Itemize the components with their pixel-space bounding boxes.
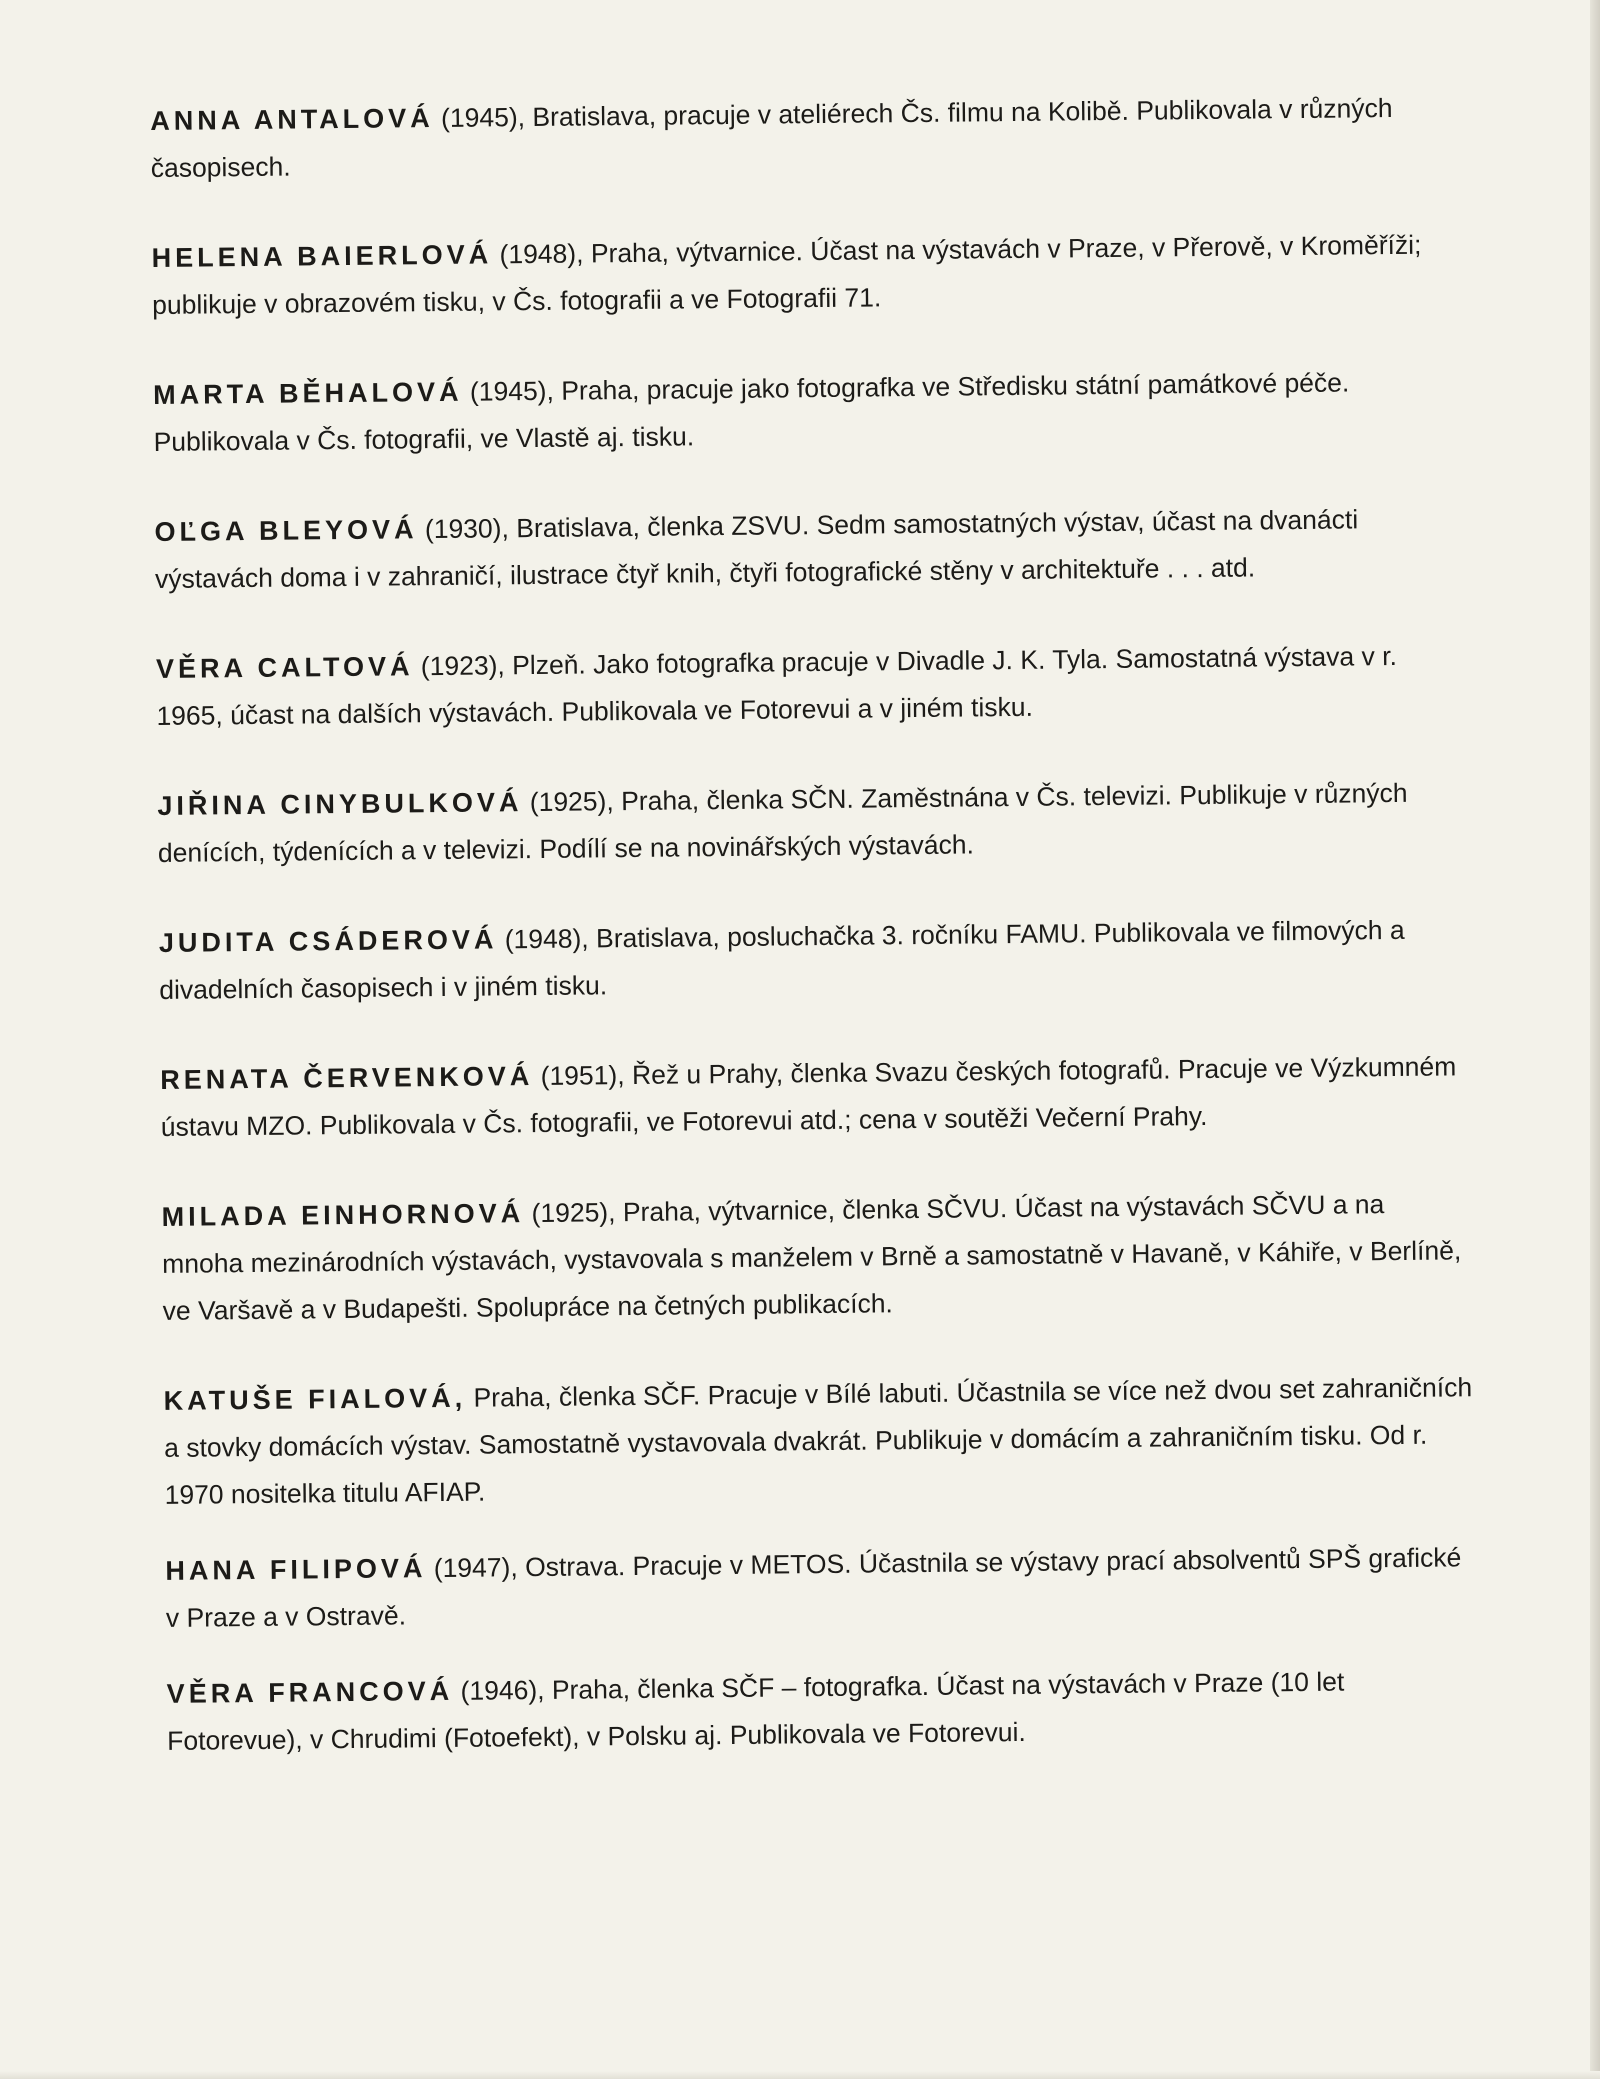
entry-name: RENATA ČERVENKOVÁ xyxy=(160,1061,534,1095)
page-edge-shadow xyxy=(1590,0,1600,2079)
entry-name: ANNA ANTALOVÁ xyxy=(150,103,434,136)
entry-filipova xyxy=(165,1534,1476,1642)
entry-francova xyxy=(166,1657,1477,1765)
page-bottom-shadow xyxy=(0,2071,1600,2079)
entry-text: (1946), Praha, členka SČF – fotografka. Účast na výstavách v Praze (10 let Fotorevue), v Chrudimi (Fotoefekt), v Polsku aj. Publikovala ve Fotorevui. xyxy=(167,1666,1345,1756)
entry-name: KATUŠE FIALOVÁ, xyxy=(163,1382,467,1416)
entry-cervenkova xyxy=(160,1043,1471,1151)
entry-name: VĚRA FRANCOVÁ xyxy=(166,1675,454,1709)
entry-text: (1923), Plzeň. Jako fotografka pracuje v Divadle J. K. Tyla. Samostatná výstava v r. 1965, účast na dalších výstavách. Publikovala ve Fotorevui a v jiném tisku. xyxy=(156,640,1398,731)
entry-behalova xyxy=(153,358,1464,466)
entry-text: (1948), Bratislava, posluchačka 3. ročníku FAMU. Publikovala ve filmových a divadelních časopisech i v jiném tisku. xyxy=(159,914,1405,1005)
entry-bleyova xyxy=(154,495,1465,603)
entry-text: (1925), Praha, členka SČN. Zaměstnána v Čs. televizi. Publikuje v různých denících, týdenících a v televizi. Podílí se na novinářských výstavách. xyxy=(157,777,1408,868)
entry-name: OĽGA BLEYOVÁ xyxy=(154,514,418,547)
entry-text: (1945), Praha, pracuje jako fotografka ve Středisku státní památkové péče. Publikovala v Čs. fotografii, ve Vlastě aj. tisku. xyxy=(153,367,1350,457)
entry-csaderova xyxy=(159,906,1470,1014)
entry-text: (1947), Ostrava. Pracuje v METOS. Účastnila se výstavy prací absolventů SPŠ grafické v Praze a v Ostravě. xyxy=(165,1542,1462,1633)
entry-name: JUDITA CSÁDEROVÁ xyxy=(158,924,498,958)
entry-antalova xyxy=(150,84,1461,192)
entry-fialova xyxy=(163,1364,1474,1519)
entry-baierlova xyxy=(151,221,1462,329)
entry-name: HANA FILIPOVÁ xyxy=(165,1553,427,1586)
entry-text: (1930), Bratislava, členka ZSVU. Sedm samostatných výstav, účast na dvanácti výstavách doma i v zahraničí, ilustrace čtyř knih, čtyři fotografické stěny v architektuře . . . atd. xyxy=(154,504,1359,594)
entry-name: MILADA EINHORNOVÁ xyxy=(161,1198,525,1232)
entry-caltova xyxy=(156,632,1467,740)
entry-text: (1951), Řež u Prahy, členka Svazu českých fotografů. Pracuje ve Výzkumném ústavu MZO. Publikovala v Čs. fotografii, ve Fotorevui atd.; cena v soutěži Večerní Prahy. xyxy=(160,1051,1457,1142)
entry-text: (1948), Praha, výtvarnice. Účast na výstavách v Praze, v Přerově, v Kroměříži; publikuje v obrazovém tisku, v Čs. fotografii a ve Fotografii 71. xyxy=(152,229,1422,320)
entry-cinybulkova xyxy=(157,769,1468,877)
entry-name: JIŘINA CINYBULKOVÁ xyxy=(157,787,523,821)
entry-text: (1925), Praha, výtvarnice, členka SČVU. Účast na výstavách SČVU a na mnoha mezinárodních výstavách, vystavovala s manželem v Brně a samostatně v Havaně, v Káhiře, v Berlíně, ve Varšavě a v Budapešti. Spolupráce na četných publikacích. xyxy=(162,1189,1462,1326)
entry-name: MARTA BĚHALOVÁ xyxy=(152,376,463,410)
entry-name: VĚRA CALTOVÁ xyxy=(155,651,414,684)
entry-einhornova xyxy=(161,1180,1472,1335)
entry-text: (1945), Bratislava, pracuje v ateliérech Čs. filmu na Kolibě. Publikovala v různých časopisech. xyxy=(150,92,1393,183)
entry-name: HELENA BAIERLOVÁ xyxy=(151,239,493,273)
entry-text: Praha, členka SČF. Pracuje v Bílé labuti. Účastnila se více než dvou set zahraničních a stovky domácích výstav. Samostatně vystavovala dvakrát. Publikuje v domácím a zahraničním tisku. Od r. 1970 nositelka titulu AFIAP. xyxy=(163,1372,1473,1510)
biography-list xyxy=(150,84,1477,1765)
